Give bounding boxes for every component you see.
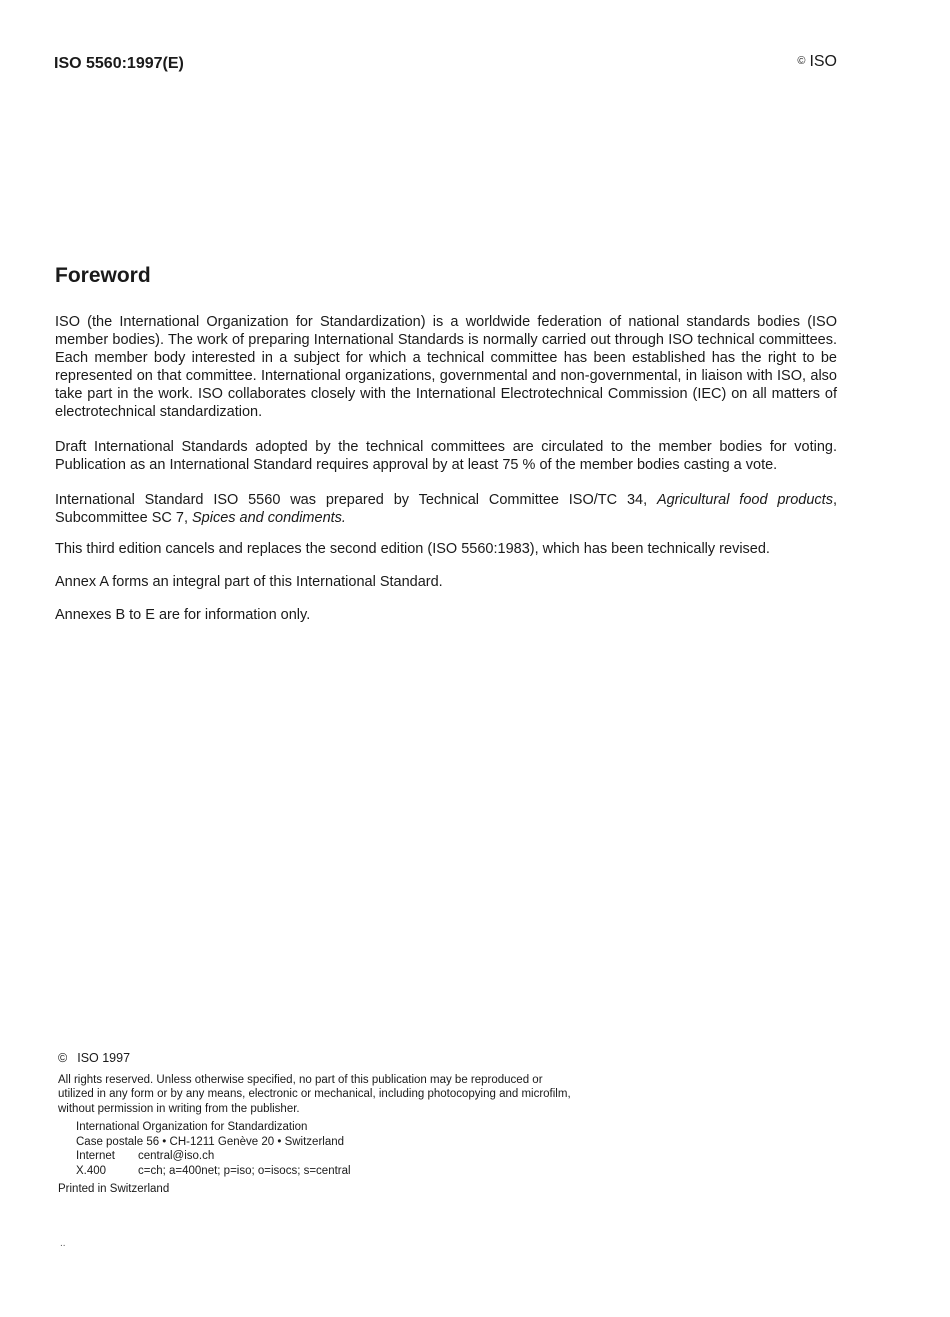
x400-label: X.400 <box>76 1164 107 1177</box>
subcommittee-title: Spices and condiments. <box>192 510 346 526</box>
foreword-paragraph-3 <box>55 491 837 527</box>
footer-copyright-line <box>58 1051 578 1066</box>
internet-line <box>76 1149 578 1164</box>
copyright-footer <box>58 1051 578 1197</box>
foreword-paragraph-1: ISO (the International Organization for Standardization) is a worldwide federation of national standards bodies (ISO member bodies). The work of preparing International Standards is normally carried out through ISO technical committees. Each member body interested in a subject for which a technical committee has been established has the right to be represented on that committee. International organizations, governmental and non-governmental, in liaison with ISO, also take part in the work. ISO collaborates closely with the International Electrotechnical Commission (IEC) on all matters of electrotechnical standardization. <box>55 314 837 420</box>
internet-address: central@iso.ch <box>138 1150 215 1162</box>
x400-address: c=ch; a=400net; p=iso; o=isocs; s=central <box>138 1164 351 1177</box>
page-title: Foreword <box>55 264 151 287</box>
foreword-paragraph-4: This third edition cancels and replaces the second edition (ISO 5560:1983), which has been technically revised. <box>55 541 770 557</box>
foreword-paragraph-6: Annexes B to E are for information only. <box>55 607 311 623</box>
copyright-icon: © <box>58 1051 68 1065</box>
postal-address: Case postale 56 • CH-1211 Genève 20 • Switzerland <box>76 1135 345 1148</box>
header-copyright-org: ISO <box>809 53 837 70</box>
copyright-icon: © <box>797 55 806 67</box>
paragraph-3-text-a: International Standard ISO 5560 was prepared by Technical Committee ISO/TC 34, <box>55 492 657 508</box>
printed-in: Printed in Switzerland <box>58 1183 170 1195</box>
x400-line <box>76 1164 578 1179</box>
internet-label: Internet <box>76 1150 115 1162</box>
document-id: ISO 5560:1997(E) <box>54 55 184 72</box>
org-name: International Organization for Standardization <box>76 1121 308 1133</box>
foreword-paragraph-2: Draft International Standards adopted by the technical committees are circulated to the member bodies for voting. Publication as an International Standard requires approval by at least 75 % of the member bodies casting a vote. <box>55 439 837 473</box>
paragraph-3-text-c: , Subcommittee SC 7, <box>55 492 837 526</box>
page-mark: .. <box>60 1238 66 1249</box>
foreword-paragraph-5: Annex A forms an integral part of this International Standard. <box>55 574 443 590</box>
committee-title: Agricultural food products <box>656 492 833 508</box>
header-copyright <box>797 53 837 71</box>
rights-notice: All rights reserved. Unless otherwise specified, no part of this publication may be reproduced or utilized in any form or by any means, electronic or mechanical, including photocopying and microfilm, without permission in writing from the publisher. <box>58 1073 571 1115</box>
footer-copyright-text: ISO 1997 <box>77 1051 131 1065</box>
publisher-address <box>76 1120 578 1178</box>
